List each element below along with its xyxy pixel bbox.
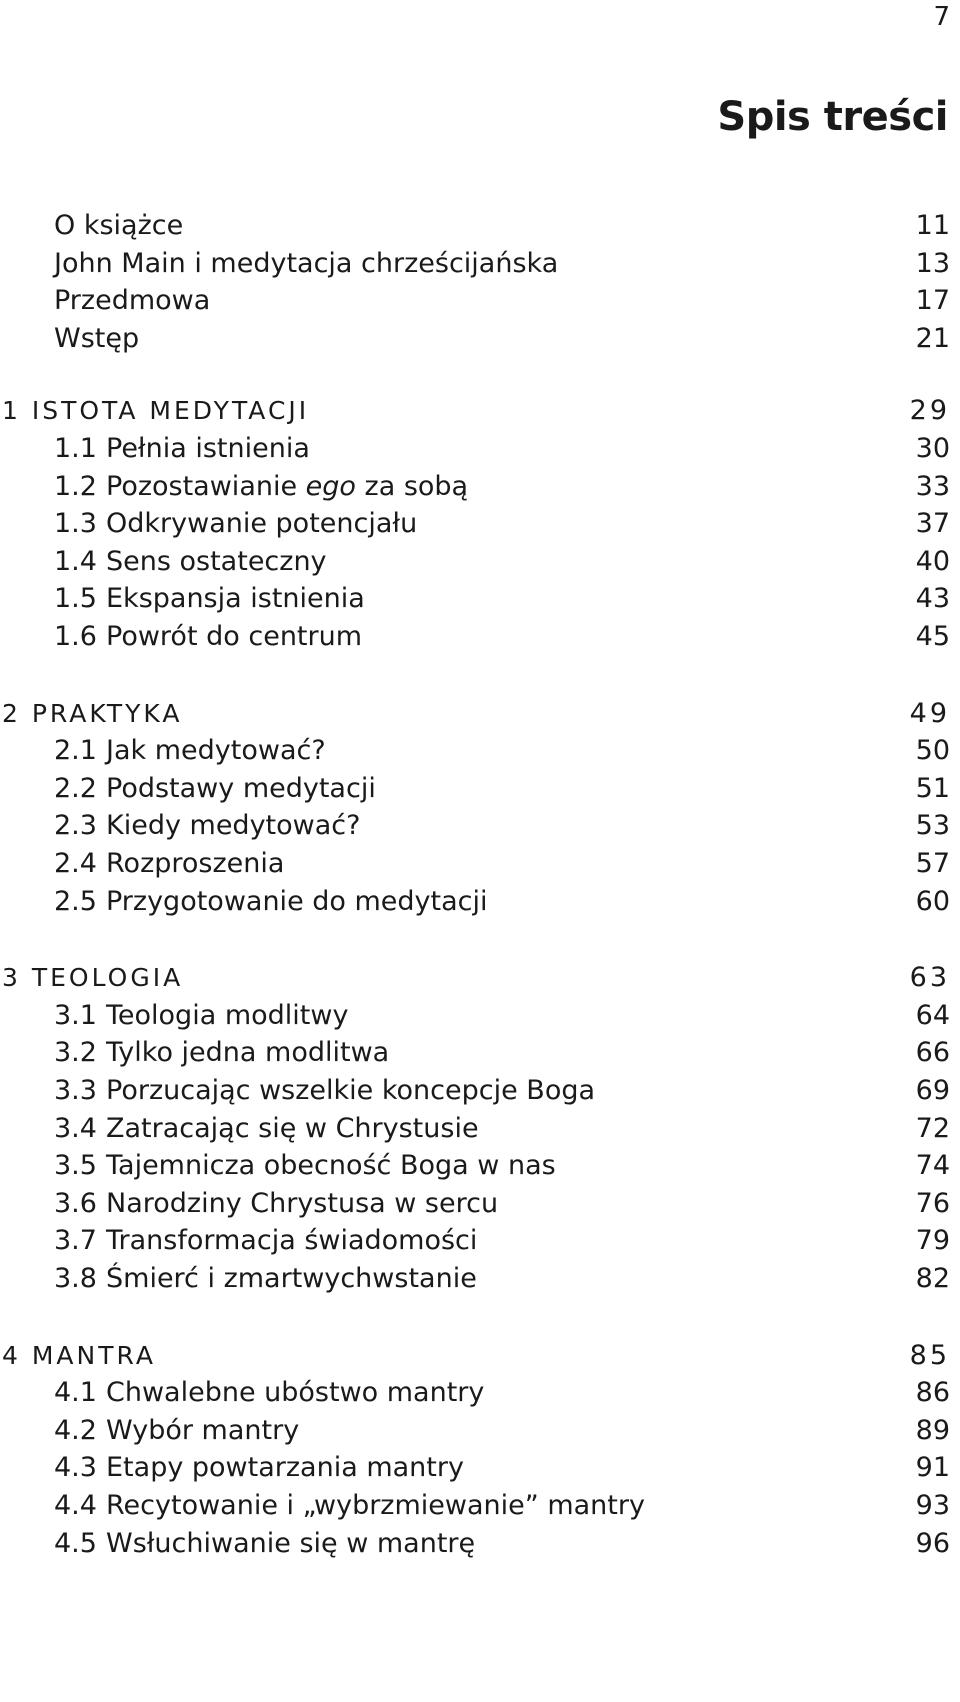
chapter-title bbox=[2, 958, 183, 998]
section-label: Transformacja świadomości bbox=[106, 1225, 478, 1257]
toc-entry-page: 51 bbox=[915, 772, 950, 804]
section-label: Odkrywanie potencjału bbox=[106, 508, 418, 540]
toc-entry-title: Wstęp bbox=[54, 322, 140, 354]
section-label: Rozproszenia bbox=[106, 848, 285, 879]
toc-entry bbox=[0, 504, 960, 544]
toc-entry-page: 96 bbox=[915, 1527, 950, 1559]
chapter-heading bbox=[0, 391, 960, 431]
chapter-label: MANTRA bbox=[31, 1340, 156, 1370]
toc-entry-page: 37 bbox=[915, 508, 950, 540]
toc-entry bbox=[0, 319, 960, 359]
toc-entry bbox=[0, 1486, 960, 1526]
chapter-number: 4 bbox=[2, 1340, 21, 1370]
toc-entry-page: 86 bbox=[915, 1377, 950, 1409]
toc-entry bbox=[0, 467, 960, 507]
section-number: 4.4 bbox=[54, 1490, 97, 1521]
spacer bbox=[21, 699, 32, 728]
toc-entry-page: 57 bbox=[915, 848, 950, 879]
section-label: Etapy powtarzania mantry bbox=[106, 1452, 464, 1484]
toc-entry-title bbox=[54, 579, 365, 619]
toc-entry-title bbox=[54, 504, 417, 544]
section-label: Ekspansja istnienia bbox=[106, 583, 365, 615]
chapter-title bbox=[2, 694, 182, 734]
toc-entry-page: 21 bbox=[915, 322, 950, 354]
chapter-page: 63 bbox=[909, 962, 950, 994]
section-number: 3.1 bbox=[54, 999, 97, 1031]
section-label: Tylko jedna modlitwa bbox=[106, 1037, 390, 1069]
toc-entry-title bbox=[54, 769, 376, 809]
toc-entry bbox=[0, 1109, 960, 1149]
section-label: Powrót do centrum bbox=[106, 621, 363, 652]
toc-entry-page: 64 bbox=[915, 999, 950, 1031]
toc-entry bbox=[0, 731, 960, 771]
toc-entry-title bbox=[54, 1259, 477, 1299]
toc-entry-page: 33 bbox=[915, 470, 950, 502]
toc-entry bbox=[0, 206, 960, 246]
section-label: Porzucając wszelkie koncepcje Boga bbox=[106, 1075, 596, 1106]
toc-entry-title bbox=[54, 1524, 475, 1564]
section-label: Pełnia istnienia bbox=[106, 433, 310, 464]
section-number: 4.1 bbox=[54, 1377, 97, 1409]
toc-entry-title bbox=[54, 542, 327, 582]
toc-entry-page: 72 bbox=[915, 1112, 950, 1144]
section-number: 4.2 bbox=[54, 1414, 97, 1446]
page-number: 7 bbox=[933, 2, 950, 32]
toc-entry-title bbox=[54, 1184, 498, 1224]
section-label: Wybór mantry bbox=[106, 1414, 300, 1446]
toc-entry-page: 66 bbox=[915, 1037, 950, 1069]
toc-entry bbox=[0, 806, 960, 846]
toc-entry bbox=[0, 1411, 960, 1451]
toc-entry-title bbox=[54, 1146, 556, 1186]
toc-entry-page: 53 bbox=[915, 810, 950, 842]
toc-entry-title bbox=[54, 844, 284, 884]
chapter-label: ISTOTA MEDYTACJI bbox=[31, 396, 310, 426]
section-number: 3.5 bbox=[54, 1150, 97, 1182]
toc-entry-title: John Main i medytacja chrześcijańska bbox=[54, 247, 559, 279]
toc-entry bbox=[0, 1373, 960, 1413]
toc-entry bbox=[0, 1071, 960, 1111]
toc-entry-title bbox=[54, 429, 310, 469]
section-number: 3.7 bbox=[54, 1225, 97, 1257]
section-label-emphasis: ego bbox=[305, 470, 356, 502]
chapter-number: 3 bbox=[2, 963, 21, 993]
toc-entry bbox=[0, 769, 960, 809]
toc-entry-title bbox=[54, 1109, 479, 1149]
toc-entry-page: 43 bbox=[915, 583, 950, 615]
section-label: Recytowanie i „wybrzmiewanie” mantry bbox=[106, 1490, 645, 1521]
section-label: Jak medytować? bbox=[106, 735, 326, 767]
section-label: Sens ostateczny bbox=[106, 545, 327, 577]
toc-entry-page: 89 bbox=[915, 1414, 950, 1446]
section-label-part: za sobą bbox=[355, 470, 469, 502]
chapter-heading bbox=[0, 694, 960, 734]
section-number: 4.3 bbox=[54, 1452, 97, 1484]
toc-entry-title: Przedmowa bbox=[54, 285, 211, 317]
toc-entry-page: 30 bbox=[915, 433, 950, 464]
page-title: Spis treści bbox=[717, 94, 948, 140]
toc-entry-page: 82 bbox=[915, 1263, 950, 1294]
toc-entry bbox=[0, 844, 960, 884]
chapter-label: TEOLOGIA bbox=[31, 963, 184, 993]
section-label: Kiedy medytować? bbox=[106, 810, 361, 842]
section-number: 3.4 bbox=[54, 1112, 97, 1144]
toc-entry bbox=[0, 1448, 960, 1488]
chapter-page: 29 bbox=[909, 395, 950, 427]
toc-entry bbox=[0, 617, 960, 657]
toc-entry bbox=[0, 579, 960, 619]
section-label: Chwalebne ubóstwo mantry bbox=[106, 1377, 485, 1409]
section-label: Śmierć i zmartwychwstanie bbox=[106, 1263, 477, 1294]
section-number: 2.4 bbox=[54, 848, 97, 879]
spacer bbox=[21, 1341, 32, 1370]
spacer bbox=[21, 963, 32, 992]
section-number: 2.5 bbox=[54, 885, 97, 917]
section-label: Przygotowanie do medytacji bbox=[106, 885, 488, 917]
chapter-number: 1 bbox=[2, 396, 21, 426]
spacer bbox=[21, 396, 32, 425]
section-number: 4.5 bbox=[54, 1527, 97, 1559]
chapter-title bbox=[2, 1336, 156, 1376]
toc-entry-title: O książce bbox=[54, 210, 184, 241]
toc-entry-title bbox=[54, 731, 326, 771]
toc-entry-page: 45 bbox=[915, 621, 950, 652]
toc-entry bbox=[0, 1184, 960, 1224]
toc-entry bbox=[0, 244, 960, 284]
toc-entry bbox=[0, 281, 960, 321]
section-label: Teologia modlitwy bbox=[106, 999, 349, 1031]
section-label: Tajemnicza obecność Boga w nas bbox=[106, 1150, 556, 1182]
section-number: 3.6 bbox=[54, 1187, 97, 1219]
toc-entry-page: 17 bbox=[915, 285, 950, 317]
section-label: Podstawy medytacji bbox=[106, 772, 376, 804]
section-number: 1.3 bbox=[54, 508, 97, 540]
chapter-page: 85 bbox=[909, 1339, 950, 1371]
section-number: 3.3 bbox=[54, 1075, 97, 1106]
section-label-part: Pozostawianie bbox=[106, 470, 306, 502]
toc-entry-title bbox=[54, 1411, 299, 1451]
toc-entry-page: 69 bbox=[915, 1075, 950, 1106]
toc-entry bbox=[0, 1221, 960, 1261]
toc-entry bbox=[0, 429, 960, 469]
section-number: 3.8 bbox=[54, 1263, 97, 1294]
toc-entry-title bbox=[54, 1221, 477, 1261]
chapter-page: 49 bbox=[909, 697, 950, 729]
toc-entry-title bbox=[54, 1373, 484, 1413]
section-number: 3.2 bbox=[54, 1037, 97, 1069]
section-number: 1.6 bbox=[54, 621, 97, 652]
section-number: 2.2 bbox=[54, 772, 97, 804]
toc-entry-title bbox=[54, 617, 362, 657]
toc-entry-page: 74 bbox=[915, 1150, 950, 1182]
section-label: Zatracając się w Chrystusie bbox=[106, 1112, 479, 1144]
toc-entry bbox=[0, 1146, 960, 1186]
toc-entry bbox=[0, 1033, 960, 1073]
section-number: 1.4 bbox=[54, 545, 97, 577]
toc-entry bbox=[0, 1524, 960, 1564]
toc-entry-page: 60 bbox=[915, 885, 950, 917]
toc-entry-title bbox=[54, 1448, 464, 1488]
toc-entry-title bbox=[54, 467, 468, 507]
chapter-heading bbox=[0, 1336, 960, 1376]
toc-entry-title bbox=[54, 1033, 389, 1073]
toc-entry-title bbox=[54, 1071, 595, 1111]
section-number: 2.1 bbox=[54, 735, 97, 767]
toc-entry-page: 79 bbox=[915, 1225, 950, 1257]
section-number: 1.5 bbox=[54, 583, 97, 615]
toc-entry bbox=[0, 996, 960, 1036]
toc-entry-page: 13 bbox=[915, 247, 950, 279]
toc-entry-title bbox=[54, 806, 360, 846]
toc-entry-page: 11 bbox=[915, 210, 950, 241]
toc-entry bbox=[0, 542, 960, 582]
chapter-number: 2 bbox=[2, 698, 21, 728]
toc-entry-page: 91 bbox=[915, 1452, 950, 1484]
chapter-label: PRAKTYKA bbox=[31, 698, 183, 728]
section-label: Narodziny Chrystusa w sercu bbox=[106, 1187, 499, 1219]
section-number: 1.2 bbox=[54, 470, 97, 502]
toc-entry bbox=[0, 1259, 960, 1299]
toc-entry-title bbox=[54, 996, 348, 1036]
toc-entry-page: 40 bbox=[915, 545, 950, 577]
section-number: 2.3 bbox=[54, 810, 97, 842]
section-number: 1.1 bbox=[54, 433, 97, 464]
toc-entry-page: 50 bbox=[915, 735, 950, 767]
section-label: Wsłuchiwanie się w mantrę bbox=[106, 1527, 476, 1559]
toc-entry bbox=[0, 882, 960, 922]
toc-entry-title bbox=[54, 1486, 645, 1526]
chapter-title bbox=[2, 391, 309, 431]
toc-entry-page: 93 bbox=[915, 1490, 950, 1521]
toc-entry-page: 76 bbox=[915, 1187, 950, 1219]
chapter-heading bbox=[0, 958, 960, 998]
toc-entry-title bbox=[54, 882, 488, 922]
